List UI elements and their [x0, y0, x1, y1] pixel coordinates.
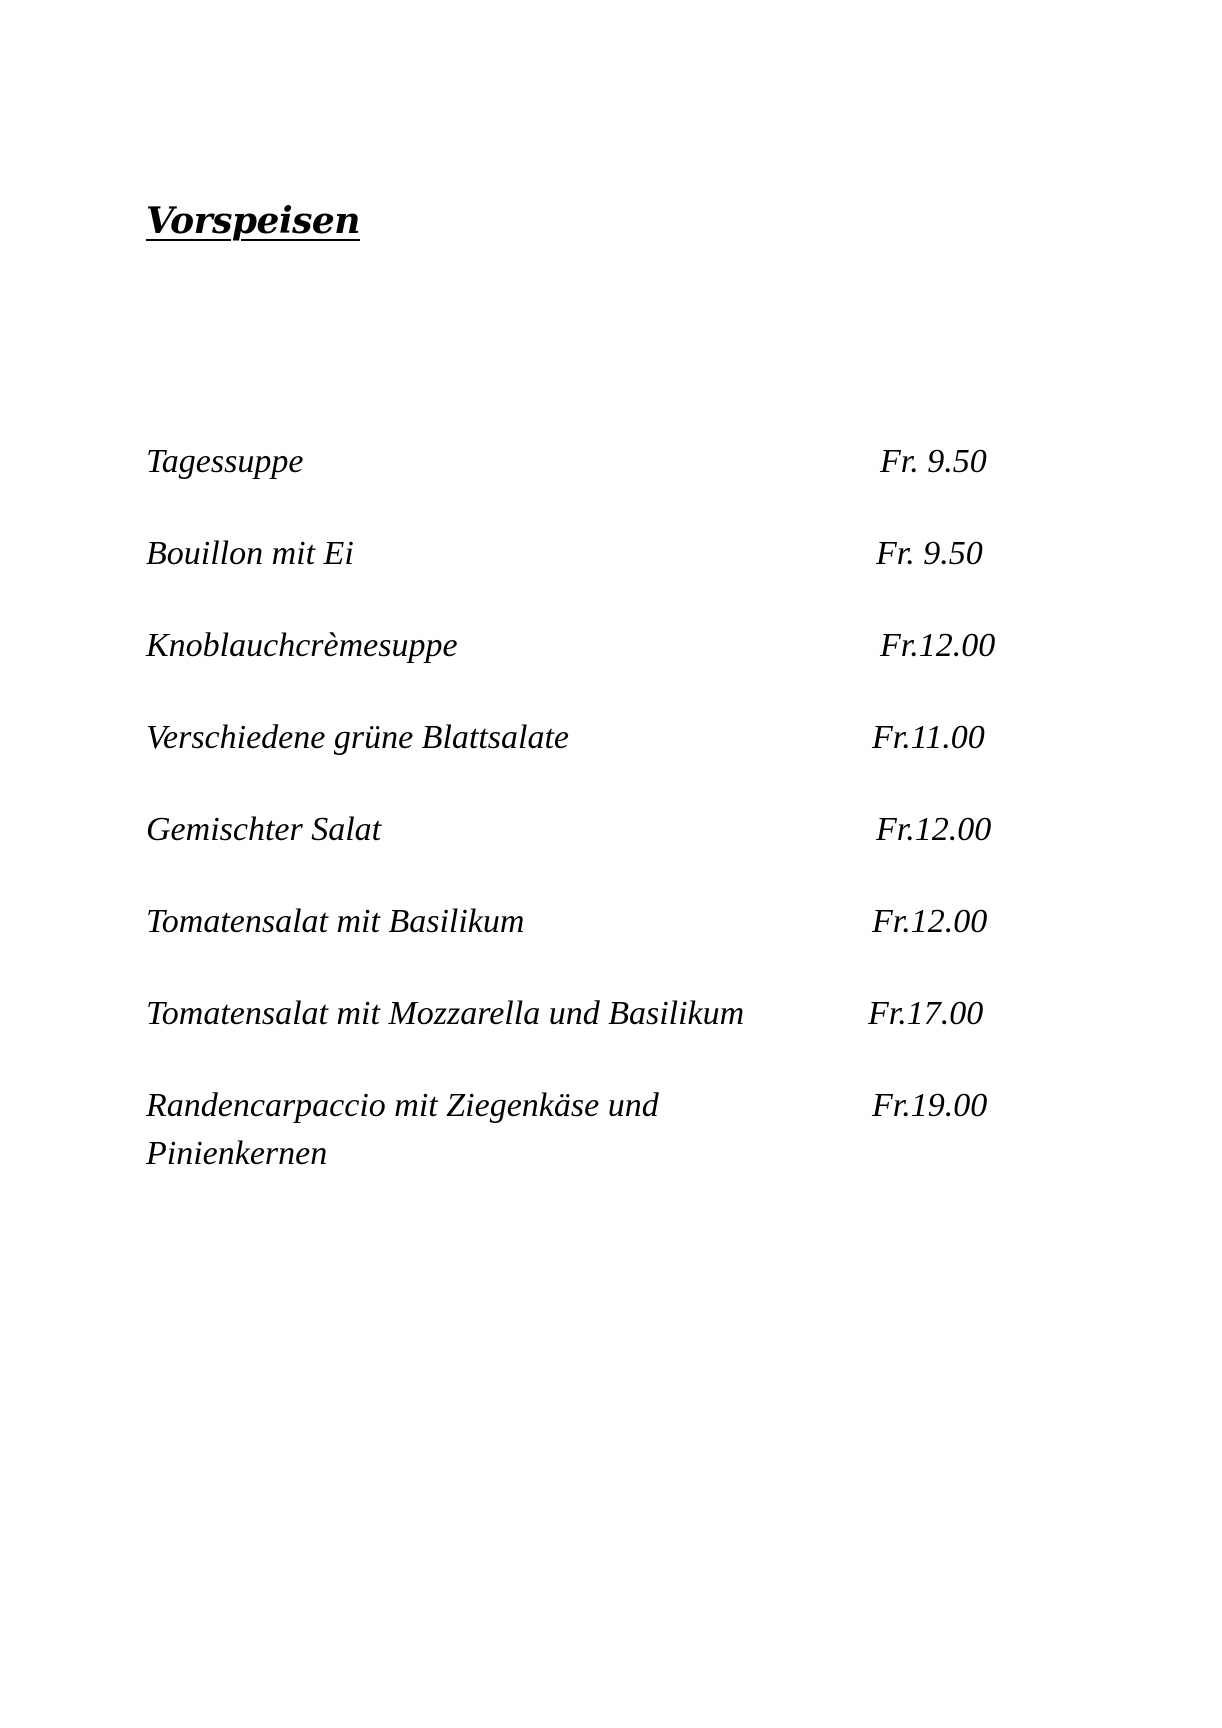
item-name: Tagessuppe — [146, 443, 304, 480]
item-name: Gemischter Salat — [146, 811, 382, 848]
item-price: Fr.12.00 — [876, 811, 992, 848]
menu-item — [146, 898, 1076, 958]
menu-item — [146, 714, 1076, 774]
item-name: Tomatensalat mit Mozzarella und Basilikum — [146, 995, 745, 1032]
item-price: Fr.11.00 — [872, 719, 985, 756]
section-title: Vorspeisen — [146, 200, 360, 242]
item-name: Verschiedene grüne Blattsalate — [146, 719, 570, 756]
menu-item — [146, 438, 1076, 498]
item-name: Bouillon mit Ei — [146, 535, 354, 572]
menu-item — [146, 990, 1076, 1050]
menu-item — [146, 622, 1076, 682]
item-name: Knoblauchcrèmesuppe — [146, 627, 458, 664]
item-name: Tomatensalat mit Basilikum — [146, 903, 525, 940]
menu-item — [146, 530, 1076, 590]
item-price: Fr.17.00 — [868, 995, 984, 1032]
item-price: Fr.12.00 — [872, 903, 988, 940]
item-price: Fr. 9.50 — [880, 443, 987, 480]
menu-item — [146, 806, 1076, 866]
item-name: Randencarpaccio mit Ziegenkäse und Pinienkernen — [146, 1087, 659, 1172]
item-price: Fr.12.00 — [880, 627, 996, 664]
item-price: Fr. 9.50 — [876, 535, 983, 572]
item-price: Fr.19.00 — [872, 1087, 988, 1124]
menu-item — [146, 1082, 1076, 1192]
